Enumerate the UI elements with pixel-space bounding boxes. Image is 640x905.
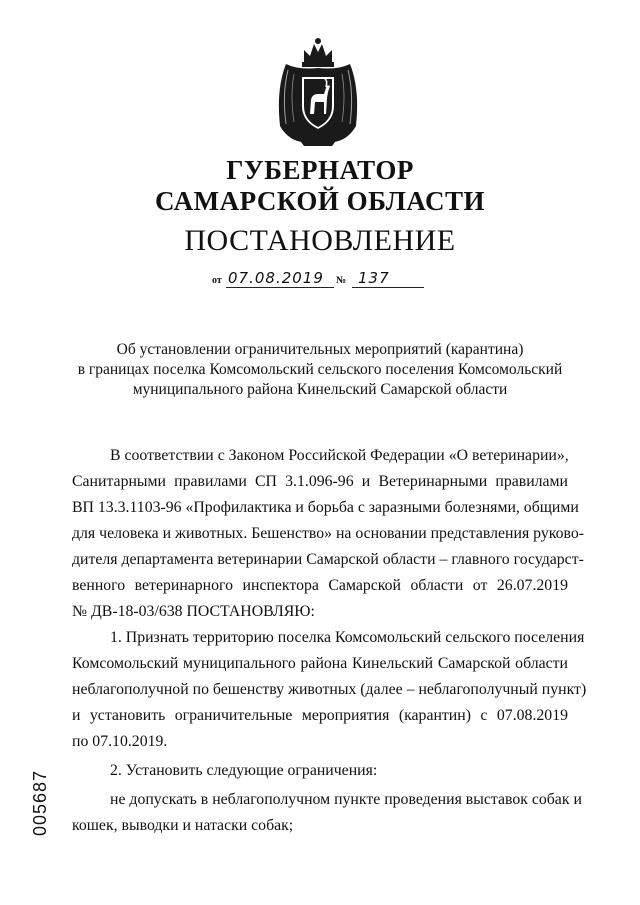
body-line: Санитарными правилами СП 3.1.096-96 и Ветеринарными правилами (72, 473, 568, 490)
date-underline (226, 287, 334, 288)
number-value: 137 (358, 269, 390, 287)
body-line: по 07.10.2019. (72, 733, 168, 750)
body-line: 2. Установить следующие ограничения: (110, 762, 378, 779)
body-line: ВП 13.3.1103-96 «Профилактика и борьба с заразными болезнями, общими (72, 499, 579, 516)
margin-registration-number: 005687 (30, 769, 50, 836)
registration-line (212, 268, 432, 290)
body-line: Комсомольский муниципального района Кинельский Самарской области (72, 655, 568, 672)
title-line: Об установлении ограничительных мероприятий (карантина) (116, 341, 524, 358)
body-line: дителя департамента ветеринарии Самарской области – главного государст- (72, 551, 584, 568)
body-line: и установить ограничительные мероприятия (карантин) с 07.08.2019 (72, 707, 568, 724)
date-value: 07.08.2019 (228, 269, 324, 287)
body-line: кошек, выводки и натаски собак; (72, 817, 294, 834)
body-line: для человека и животных. Бешенство» на основании представления руково- (72, 525, 585, 542)
org-name-line2: САМАРСКОЙ ОБЛАСТИ (154, 186, 486, 216)
document-type-heading: ПОСТАНОВЛЕНИЕ (184, 224, 456, 257)
body-line: В соответствии с Законом Российской Федерации «О ветеринарии», (110, 447, 569, 464)
number-label: № (336, 275, 347, 286)
body-line: № ДВ-18-03/638 ПОСТАНОВЛЯЮ: (72, 603, 315, 620)
title-line: в границах поселка Комсомольский сельского поселения Комсомольский (77, 361, 563, 378)
body-line: 1. Признать территорию поселка Комсомольский сельского поселения (110, 629, 585, 646)
body-line: венного ветеринарного инспектора Самарской области от 26.07.2019 (72, 577, 568, 594)
title-line: муниципального района Кинельский Самарской области (132, 381, 508, 398)
date-label: от (212, 275, 222, 286)
coat-of-arms-icon (268, 34, 368, 152)
number-underline (352, 287, 424, 288)
document-title (60, 340, 580, 400)
body-line: не допускать в неблагополучном пункте проведения выставок собак и (110, 791, 582, 808)
body-line: неблагополучной по бешенству животных (далее – неблагополучный пункт) (72, 681, 587, 698)
org-name-line1: ГУБЕРНАТОР (226, 155, 414, 185)
